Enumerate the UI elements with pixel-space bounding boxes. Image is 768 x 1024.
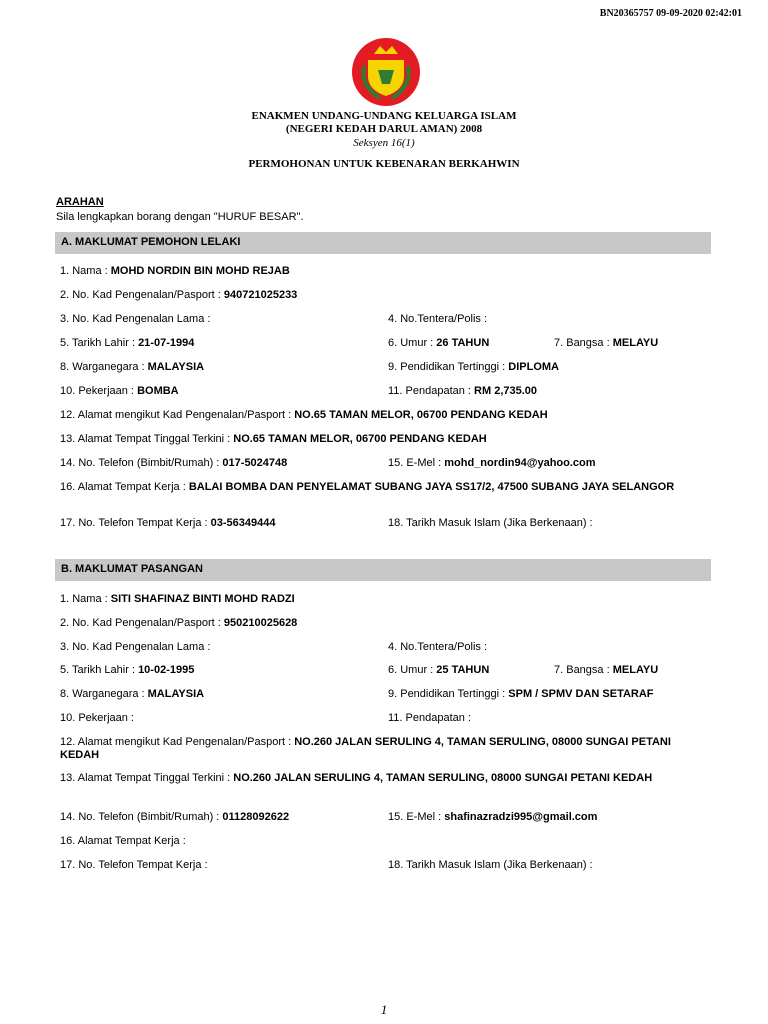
field-b-14-phone: 14. No. Telefon (Bimbit/Rumah) : 01128092622 bbox=[60, 811, 290, 823]
field-a-2-ic: 2. No. Kad Pengenalan/Pasport : 940721025233 bbox=[60, 289, 298, 301]
field-a-9-education: 9. Pendidikan Tertinggi : DIPLOMA bbox=[388, 361, 559, 373]
field-b-9-education: 9. Pendidikan Tertinggi : SPM / SPMV DAN SETARAF bbox=[388, 688, 654, 700]
field-b-11-income: 11. Pendapatan : bbox=[388, 712, 471, 724]
section-b-header bbox=[55, 559, 711, 581]
form-title: PERMOHONAN UNTUK KEBENARAN BERKAHWIN bbox=[248, 158, 520, 170]
field-b-6-age: 6. Umur : 25 TAHUN bbox=[388, 664, 490, 676]
act-subtitle: (NEGERI KEDAH DARUL AMAN) 2008 bbox=[285, 123, 483, 135]
field-b-16-work-address: 16. Alamat Tempat Kerja : bbox=[60, 835, 186, 847]
field-b-2-ic: 2. No. Kad Pengenalan/Pasport : 950210025628 bbox=[60, 617, 298, 629]
field-a-16-work-address: 16. Alamat Tempat Kerja : BALAI BOMBA DAN PENYELAMAT SUBANG JAYA SS17/2, 47500 SUBANG JAYA SELANGOR bbox=[60, 481, 675, 493]
field-a-18-islam-date: 18. Tarikh Masuk Islam (Jika Berkenaan) : bbox=[388, 517, 593, 529]
field-b-4-army-police: 4. No.Tentera/Polis : bbox=[388, 641, 488, 653]
field-b-13-current-address: 13. Alamat Tempat Tinggal Terkini : NO.260 JALAN SERULING 4, TAMAN SERULING, 08000 SUNGAI PETANI KEDAH bbox=[60, 772, 653, 784]
field-b-5-dob: 5. Tarikh Lahir : 10-02-1995 bbox=[60, 664, 195, 676]
section-a-header bbox=[55, 232, 711, 254]
act-title: ENAKMEN UNDANG-UNDANG KELUARGA ISLAM bbox=[251, 110, 517, 122]
field-b-17-work-phone: 17. No. Telefon Tempat Kerja : bbox=[60, 859, 208, 871]
field-a-4-army-police: 4. No.Tentera/Polis : bbox=[388, 313, 488, 325]
field-a-11-income: 11. Pendapatan : RM 2,735.00 bbox=[388, 385, 538, 397]
field-a-5-dob: 5. Tarikh Lahir : 21-07-1994 bbox=[60, 337, 195, 349]
field-a-8-nationality: 8. Warganegara : MALAYSIA bbox=[60, 361, 205, 373]
instructions-heading: ARAHAN bbox=[56, 196, 104, 208]
section-a-title: A. MAKLUMAT PEMOHON LELAKI bbox=[61, 236, 241, 248]
field-b-8-nationality: 8. Warganegara : MALAYSIA bbox=[60, 688, 205, 700]
instructions-text: Sila lengkapkan borang dengan "HURUF BESAR". bbox=[56, 211, 304, 223]
field-a-10-occupation: 10. Pekerjaan : BOMBA bbox=[60, 385, 179, 397]
field-b-3-old-ic: 3. No. Kad Pengenalan Lama : bbox=[60, 641, 211, 653]
field-a-12-ic-address: 12. Alamat mengikut Kad Pengenalan/Pasport : NO.65 TAMAN MELOR, 06700 PENDANG KEDAH bbox=[60, 409, 548, 421]
field-b-18-islam-date: 18. Tarikh Masuk Islam (Jika Berkenaan) : bbox=[388, 859, 593, 871]
page-number: 1 bbox=[380, 1002, 388, 1017]
field-b-15-email: 15. E-Mel : shafinazradzi995@gmail.com bbox=[388, 811, 598, 823]
field-a-6-age: 6. Umur : 26 TAHUN bbox=[388, 337, 490, 349]
field-a-1-name: 1. Nama : MOHD NORDIN BIN MOHD REJAB bbox=[60, 265, 290, 277]
field-a-15-email: 15. E-Mel : mohd_nordin94@yahoo.com bbox=[388, 457, 596, 469]
field-b-7-race: 7. Bangsa : MELAYU bbox=[554, 664, 659, 676]
field-a-17-work-phone: 17. No. Telefon Tempat Kerja : 03-56349444 bbox=[60, 517, 276, 529]
field-a-7-race: 7. Bangsa : MELAYU bbox=[554, 337, 659, 349]
section-reference: Seksyen 16(1) bbox=[353, 137, 415, 149]
field-a-13-current-address: 13. Alamat Tempat Tinggal Terkini : NO.65 TAMAN MELOR, 06700 PENDANG KEDAH bbox=[60, 433, 487, 445]
kedah-emblem-icon bbox=[350, 36, 422, 108]
field-b-1-name: 1. Nama : SITI SHAFINAZ BINTI MOHD RADZI bbox=[60, 593, 295, 605]
field-b-12-ic-address: 12. Alamat mengikut Kad Pengenalan/Pasport : NO.260 JALAN SERULING 4, TAMAN SERULING, 08000 SUNGAI PETANI KEDAH bbox=[60, 736, 671, 761]
field-a-3-old-ic: 3. No. Kad Pengenalan Lama : bbox=[60, 313, 211, 325]
field-a-14-phone: 14. No. Telefon (Bimbit/Rumah) : 017-5024748 bbox=[60, 457, 288, 469]
field-b-10-occupation: 10. Pekerjaan : bbox=[60, 712, 134, 724]
section-b-title: B. MAKLUMAT PASANGAN bbox=[61, 563, 203, 575]
reference-number: BN20365757 09-09-2020 02:42:01 bbox=[599, 8, 742, 19]
